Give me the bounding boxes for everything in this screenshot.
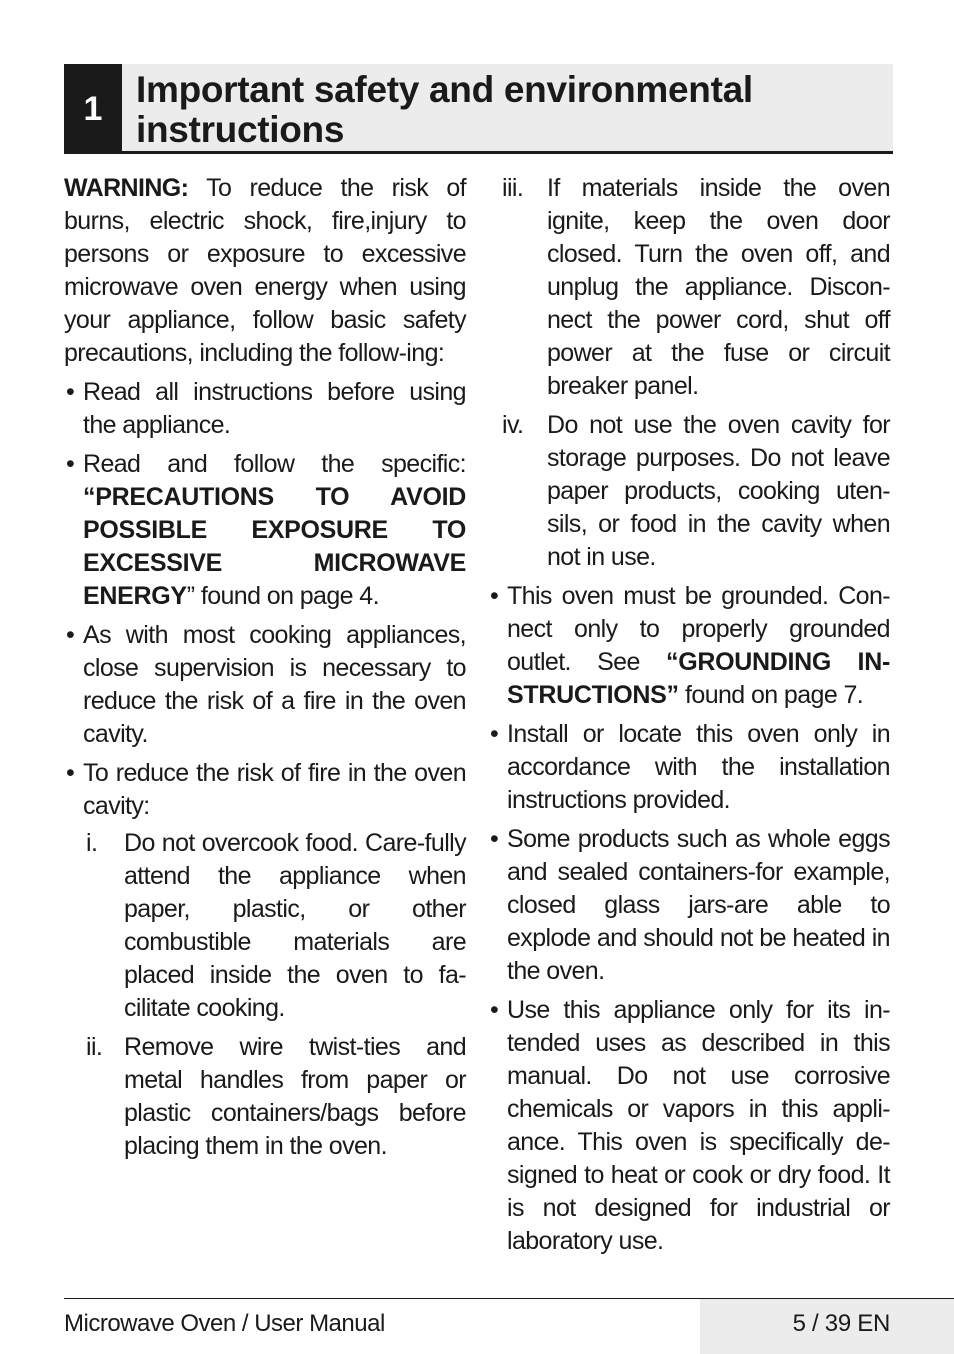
page-title: Important safety and environmental instructions (136, 69, 753, 150)
precautions-reference: “PRECAUTIONS TO AVOID POSSIBLE EXPOSURE TO EXCESSIVE MICROWAVE ENERGY (83, 483, 466, 610)
bullet-precautions (64, 448, 466, 613)
list-item-text: If materials inside the oven ignite, keep the oven door closed. Turn the oven off, and unplug the appliance. Discon-nect the power cord, shut off power at the fuse or circuit breaker panel. (547, 174, 890, 400)
bullet-intended-use (488, 994, 890, 1258)
bullet-fire-risk (64, 757, 466, 823)
list-number: iv. (502, 411, 524, 439)
list-item-text: Remove wire twist-ties and metal handles from paper or plastic containers/bags before placing them in the oven. (124, 1033, 466, 1160)
footer-manual-title: Microwave Oven / User Manual (64, 1310, 385, 1337)
right-column (488, 172, 890, 1258)
bullet-read-instructions (64, 376, 466, 442)
bullet-text: This oven must be grounded. Con-nect only to properly grounded outlet. See (507, 582, 890, 676)
grounding-reference: “GROUNDING IN-STRUCTIONS” (507, 648, 890, 709)
list-item-iv (488, 409, 890, 574)
bullet-text: Use this appliance only for its in-tended uses as described in this manual. Do not use corrosive chemicals or vapors in this appli-ance. This oven is specifically de-signed to heat or cook or dry food. It is not designed for industrial or laboratory use. (507, 996, 890, 1255)
list-item-ii (64, 1031, 466, 1163)
bullet-text: Install or locate this oven only in accordance with the installation instructions provided. (507, 720, 890, 814)
left-column (64, 172, 466, 1163)
section-header (64, 64, 893, 154)
bullet-text: Read and follow the specific: (83, 450, 466, 478)
warning-paragraph (64, 172, 466, 370)
bullet-text: As with most cooking appliances, close supervision is necessary to reduce the risk of a fire in the oven cavity. (83, 621, 466, 748)
list-number: i. (86, 829, 98, 857)
list-number: ii. (86, 1033, 103, 1061)
warning-text: To reduce the risk of burns, electric shock, fire,injury to persons or exposure to excessive microwave oven energy when using your appliance, follow basic safety precautions, including the follow-ing: (64, 174, 466, 367)
bullet-text: Some products such as whole eggs and sealed containers-for example, closed glass jars-are able to explode and should not be heated in the oven. (507, 825, 890, 985)
list-number: iii. (502, 174, 524, 202)
footer-page-number: 5 / 39 EN (792, 1310, 890, 1337)
list-item-i (64, 827, 466, 1025)
list-item-text: Do not overcook food. Care-fully attend the appliance when paper, plastic, or other combustible materials are placed inside the oven to fa-cilitate cooking. (124, 829, 466, 1022)
warning-label: WARNING: (64, 174, 189, 202)
bullet-text: Read all instructions before using the appliance. (83, 378, 466, 439)
bullet-explosion (488, 823, 890, 988)
bullet-grounding (488, 580, 890, 712)
bullet-text-suffix: found on page 7. (678, 681, 864, 709)
list-item-iii (488, 172, 890, 403)
bullet-text-suffix: ” found on page 4. (186, 582, 379, 610)
bullet-installation (488, 718, 890, 817)
bullet-supervision (64, 619, 466, 751)
list-item-text: Do not use the oven cavity for storage purposes. Do not leave paper products, cooking uten-sils, or food in the cavity when not in use. (547, 411, 890, 571)
bullet-text: To reduce the risk of fire in the oven cavity: (83, 759, 466, 820)
chapter-number: 1 (64, 64, 122, 154)
